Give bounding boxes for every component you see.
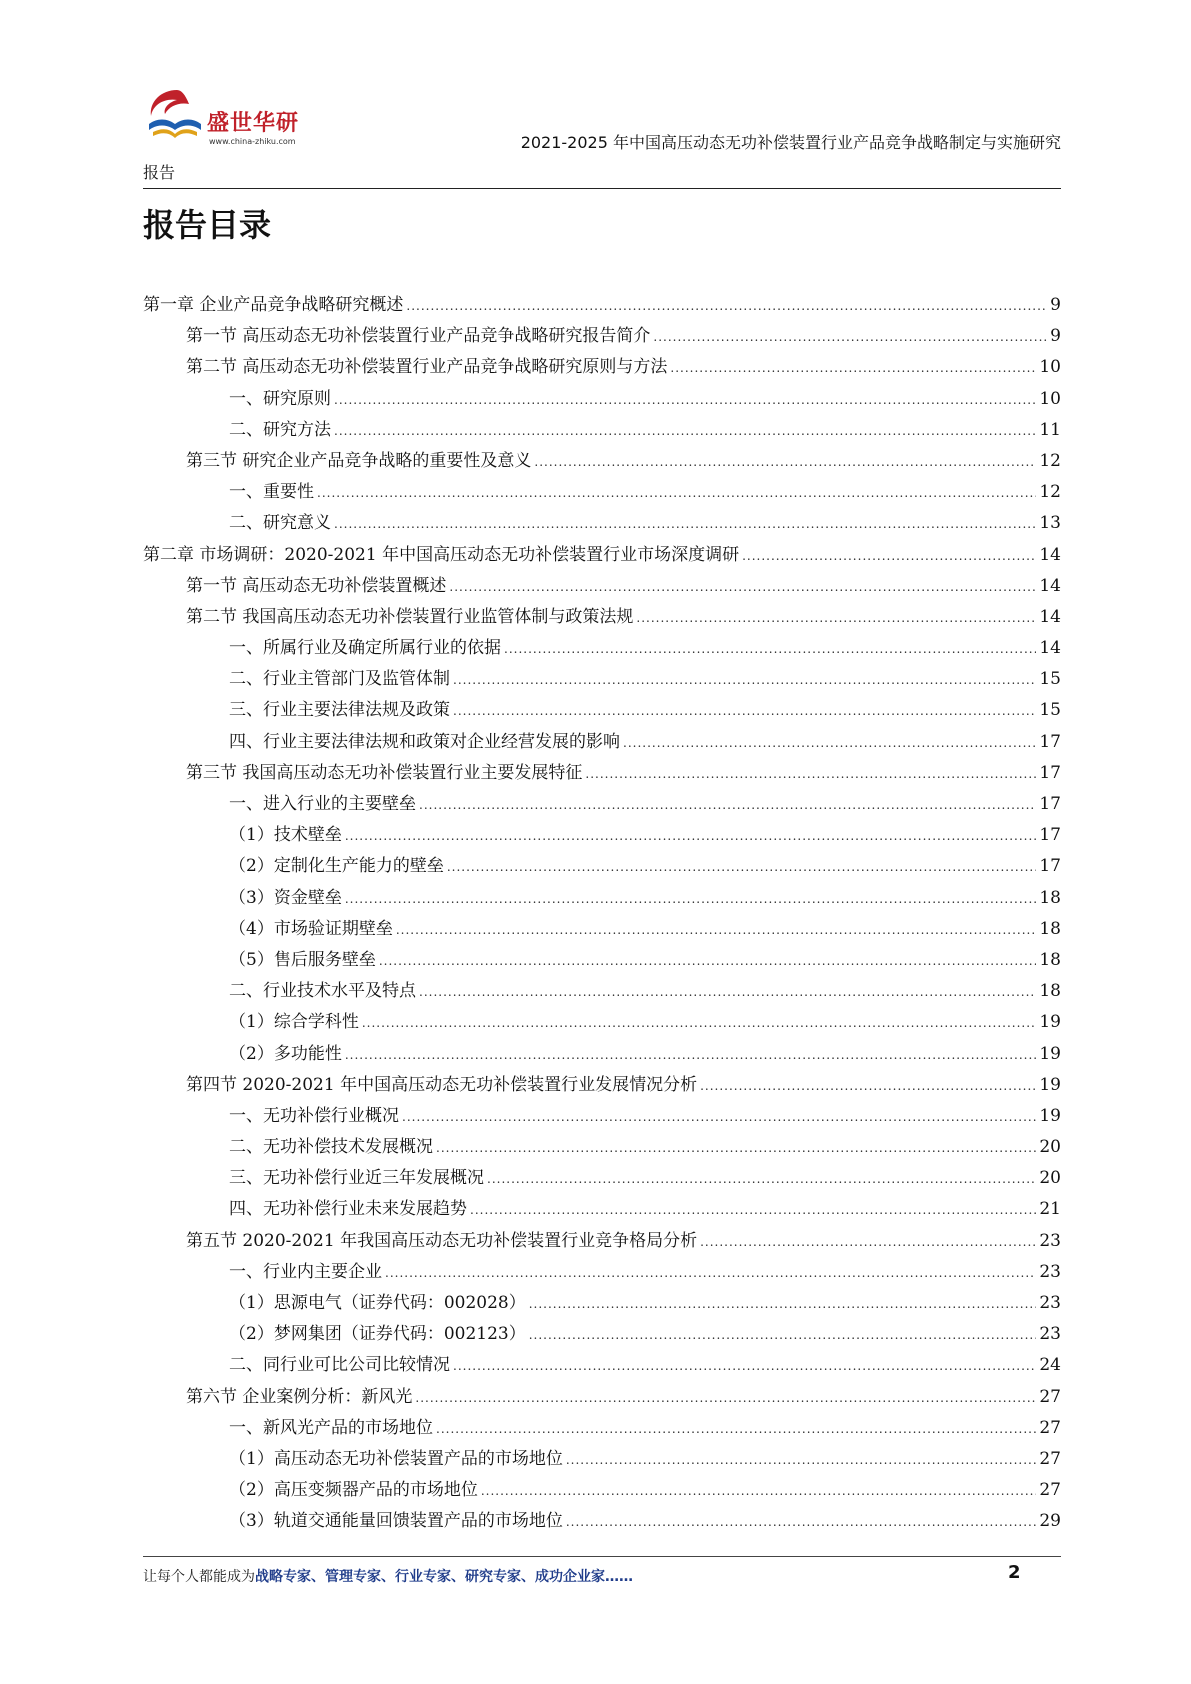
toc-entry-title: 二、行业技术水平及特点 (229, 981, 416, 1002)
toc-dot-leader (481, 1476, 1037, 1507)
toc-entry[interactable] (143, 727, 1061, 758)
toc-entry-page: 9 (1050, 295, 1061, 315)
toc-entry-title: （1）技术壁垒 (229, 825, 342, 846)
toc-entry-page: 15 (1039, 700, 1061, 721)
toc-dot-leader (470, 1195, 1036, 1226)
toc-entry-page: 18 (1039, 887, 1061, 908)
toc-entry[interactable] (143, 758, 1061, 789)
logo-emblem-icon (143, 84, 207, 148)
toc-entry-page: 14 (1039, 638, 1061, 659)
toc-entry[interactable] (143, 851, 1061, 882)
toc-entry-title: （2）梦网集团（证券代码：002123） (229, 1324, 526, 1345)
toc-entry[interactable] (143, 321, 1061, 352)
toc-entry-title: 第三节 我国高压动态无功补偿装置行业主要发展特征 (186, 762, 583, 783)
toc-entry[interactable] (143, 1257, 1061, 1288)
toc-dot-leader (447, 852, 1037, 883)
toc-entry[interactable] (143, 1506, 1061, 1537)
toc-entry[interactable] (143, 508, 1061, 539)
toc-entry-title: 一、重要性 (229, 482, 314, 503)
toc-dot-leader (419, 790, 1036, 821)
toc-entry-page: 19 (1039, 1012, 1061, 1033)
table-of-contents (143, 290, 1061, 1538)
toc-entry-page: 27 (1039, 1480, 1061, 1501)
toc-entry-title: 一、新风光产品的市场地位 (229, 1417, 433, 1438)
toc-entry[interactable] (143, 1039, 1061, 1070)
toc-entry-page: 19 (1039, 1074, 1061, 1095)
toc-entry-title: 二、研究意义 (229, 513, 331, 534)
toc-entry-page: 27 (1039, 1417, 1061, 1438)
toc-entry-page: 12 (1039, 450, 1061, 471)
page-header (143, 82, 1061, 190)
toc-entry-page: 13 (1039, 513, 1061, 534)
toc-dot-leader (419, 977, 1036, 1008)
toc-dot-leader (396, 915, 1037, 946)
toc-entry[interactable] (143, 1226, 1061, 1257)
toc-dot-leader (529, 1320, 1037, 1351)
toc-entry-title: 第一节 高压动态无功补偿装置概述 (186, 575, 447, 596)
toc-dot-leader (385, 1258, 1036, 1289)
toc-entry-page: 9 (1050, 326, 1061, 347)
toc-entry[interactable] (143, 352, 1061, 383)
toc-entry-title: 第五节 2020-2021 年我国高压动态无功补偿装置行业竞争格局分析 (186, 1230, 698, 1251)
toc-entry-page: 19 (1039, 1105, 1061, 1126)
toc-dot-leader (585, 759, 1036, 790)
toc-entry-page: 21 (1039, 1199, 1061, 1220)
toc-entry[interactable] (143, 571, 1061, 602)
toc-entry-page: 17 (1039, 762, 1061, 783)
toc-entry-title: 四、无功补偿行业未来发展趋势 (229, 1199, 467, 1220)
toc-entry-title: 第二节 高压动态无功补偿装置行业产品竞争战略研究原则与方法 (186, 357, 668, 378)
toc-entry-title: （4）市场验证期壁垒 (229, 918, 393, 939)
toc-entry-title: 四、行业主要法律法规和政策对企业经营发展的影响 (229, 731, 620, 752)
footer-slogan (143, 1566, 633, 1586)
toc-entry[interactable] (143, 1070, 1061, 1101)
toc-dot-leader (700, 1227, 1036, 1258)
toc-entry[interactable] (143, 415, 1061, 446)
toc-dot-leader (334, 509, 1036, 540)
toc-entry-title: 二、行业主管部门及监管体制 (229, 669, 450, 690)
company-logo (143, 84, 313, 156)
toc-dot-leader (362, 1008, 1037, 1039)
toc-entry-page: 17 (1039, 731, 1061, 752)
toc-entry[interactable] (143, 1475, 1061, 1506)
toc-entry-title: （3）轨道交通能量回馈装置产品的市场地位 (229, 1511, 563, 1532)
toc-entry-page: 12 (1039, 482, 1061, 503)
toc-entry-title: （2）定制化生产能力的壁垒 (229, 856, 444, 877)
toc-entry-title: （1）综合学科性 (229, 1012, 359, 1033)
logo-name: 盛世华研 (207, 111, 300, 136)
toc-entry-title: （2）多功能性 (229, 1043, 342, 1064)
toc-entry-title: 三、行业主要法律法规及政策 (229, 700, 450, 721)
toc-entry[interactable] (143, 1319, 1061, 1350)
toc-entry[interactable] (143, 1132, 1061, 1163)
toc-entry[interactable] (143, 1350, 1061, 1381)
toc-entry-page: 23 (1039, 1230, 1061, 1251)
toc-entry-page: 23 (1039, 1293, 1061, 1313)
toc-entry-title: 二、同行业可比公司比较情况 (229, 1355, 450, 1376)
toc-entry-page: 29 (1039, 1511, 1061, 1532)
toc-entry-title: 第三节 研究企业产品竞争战略的重要性及意义 (186, 450, 532, 471)
toc-entry[interactable] (143, 477, 1061, 508)
toc-entry[interactable] (143, 602, 1061, 633)
toc-entry[interactable] (143, 664, 1061, 695)
toc-dot-leader (487, 1164, 1036, 1195)
document-title: 2021-2025 年中国高压动态无功补偿装置行业产品竞争战略制定与实施研究 (520, 133, 1061, 152)
footer-slogan-prefix: 让每个人都能成为 (143, 1569, 255, 1585)
toc-entry[interactable] (143, 976, 1061, 1007)
toc-entry-page: 24 (1039, 1355, 1061, 1376)
toc-entry[interactable] (143, 883, 1061, 914)
toc-dot-leader (436, 1133, 1036, 1164)
toc-dot-leader (436, 1414, 1036, 1445)
toc-entry-page: 20 (1039, 1137, 1061, 1158)
toc-entry[interactable] (143, 1413, 1061, 1444)
toc-dot-leader (453, 665, 1036, 696)
document-subtitle: 报告 (143, 163, 176, 182)
toc-entry-title: （1）思源电气（证券代码：002028） (229, 1293, 526, 1313)
toc-entry-page: 27 (1039, 1448, 1061, 1469)
toc-entry[interactable] (143, 914, 1061, 945)
toc-entry-title: 第六节 企业案例分析：新风光 (186, 1386, 413, 1407)
toc-entry[interactable] (143, 1382, 1061, 1413)
toc-entry-page: 10 (1039, 357, 1061, 378)
toc-entry[interactable] (143, 290, 1061, 321)
page-title: 报告目录 (143, 206, 272, 244)
toc-entry-title: 一、研究原则 (229, 388, 331, 409)
logo-url: www.china-zhiku.com (209, 137, 296, 146)
toc-entry-title: 三、无功补偿行业近三年发展概况 (229, 1168, 484, 1189)
toc-entry[interactable] (143, 1194, 1061, 1225)
page-number: 2 (1008, 1562, 1021, 1583)
toc-entry-page: 17 (1039, 825, 1061, 846)
toc-dot-leader (623, 728, 1036, 759)
footer-divider (143, 1556, 1061, 1557)
toc-dot-leader (566, 1445, 1037, 1476)
toc-entry-page: 14 (1039, 606, 1061, 627)
toc-entry[interactable] (143, 446, 1061, 477)
toc-entry-page: 17 (1039, 794, 1061, 814)
toc-entry-title: （1）高压动态无功补偿装置产品的市场地位 (229, 1448, 563, 1469)
toc-entry-title: 一、行业内主要企业 (229, 1261, 382, 1282)
toc-entry-title: 第四节 2020-2021 年中国高压动态无功补偿装置行业发展情况分析 (186, 1074, 698, 1095)
toc-entry-page: 17 (1039, 856, 1061, 877)
toc-entry-page: 18 (1039, 918, 1061, 939)
toc-dot-leader (406, 291, 1047, 322)
toc-entry-page: 10 (1039, 388, 1061, 409)
toc-entry[interactable] (143, 695, 1061, 726)
toc-entry-page: 11 (1039, 419, 1061, 440)
toc-entry-page: 15 (1039, 669, 1061, 690)
toc-dot-leader (453, 1351, 1036, 1382)
toc-dot-leader (345, 821, 1037, 852)
toc-dot-leader (402, 1102, 1036, 1133)
toc-dot-leader (334, 416, 1036, 447)
toc-dot-leader (534, 447, 1036, 478)
toc-dot-leader (317, 478, 1036, 509)
toc-entry-page: 18 (1039, 949, 1061, 970)
toc-entry-page: 23 (1039, 1324, 1061, 1345)
toc-entry-title: 一、所属行业及确定所属行业的依据 (229, 638, 501, 659)
toc-entry[interactable] (143, 633, 1061, 664)
toc-dot-leader (636, 603, 1036, 634)
toc-dot-leader (670, 353, 1036, 384)
toc-entry[interactable] (143, 1163, 1061, 1194)
toc-entry-page: 23 (1039, 1261, 1061, 1282)
toc-entry-page: 27 (1039, 1386, 1061, 1407)
toc-entry-title: （5）售后服务壁垒 (229, 949, 376, 970)
toc-dot-leader (700, 1071, 1036, 1102)
toc-entry-page: 20 (1039, 1168, 1061, 1189)
toc-entry-title: （3）资金壁垒 (229, 887, 342, 908)
toc-dot-leader (653, 322, 1047, 353)
toc-entry[interactable] (143, 384, 1061, 415)
toc-entry-page: 14 (1039, 575, 1061, 596)
toc-dot-leader (379, 946, 1037, 977)
toc-entry-page: 14 (1039, 544, 1061, 565)
toc-dot-leader (449, 572, 1036, 603)
toc-dot-leader (566, 1507, 1037, 1538)
toc-entry[interactable] (143, 1007, 1061, 1038)
toc-entry-title: 第一节 高压动态无功补偿装置行业产品竞争战略研究报告简介 (186, 326, 651, 347)
toc-entry[interactable] (143, 540, 1061, 571)
toc-entry-title: （2）高压变频器产品的市场地位 (229, 1480, 478, 1501)
toc-entry[interactable] (143, 820, 1061, 851)
toc-entry-page: 18 (1039, 981, 1061, 1002)
toc-dot-leader (453, 696, 1036, 727)
toc-dot-leader (529, 1289, 1037, 1320)
toc-dot-leader (334, 385, 1036, 416)
toc-entry-title: 一、无功补偿行业概况 (229, 1105, 399, 1126)
toc-dot-leader (345, 1040, 1037, 1071)
toc-entry-title: 二、无功补偿技术发展概况 (229, 1137, 433, 1158)
toc-dot-leader (504, 634, 1036, 665)
toc-entry-title: 二、研究方法 (229, 419, 331, 440)
toc-entry-page: 19 (1039, 1043, 1061, 1064)
toc-dot-leader (345, 884, 1037, 915)
toc-entry-title: 第二章 市场调研：2020-2021 年中国高压动态无功补偿装置行业市场深度调研 (143, 544, 740, 565)
toc-dot-leader (415, 1383, 1036, 1414)
toc-entry[interactable] (143, 1101, 1061, 1132)
toc-entry[interactable] (143, 945, 1061, 976)
toc-dot-leader (742, 541, 1036, 572)
toc-entry[interactable] (143, 1288, 1061, 1319)
toc-entry[interactable] (143, 1444, 1061, 1475)
toc-entry-title: 第二节 我国高压动态无功补偿装置行业监管体制与政策法规 (186, 606, 634, 627)
header-divider (143, 188, 1061, 189)
footer-slogan-highlight: 战略专家、管理专家、行业专家、研究专家、成功企业家…… (255, 1569, 633, 1585)
toc-entry[interactable] (143, 789, 1061, 820)
toc-entry-title: 第一章 企业产品竞争战略研究概述 (143, 295, 404, 315)
toc-entry-title: 一、进入行业的主要壁垒 (229, 794, 416, 814)
